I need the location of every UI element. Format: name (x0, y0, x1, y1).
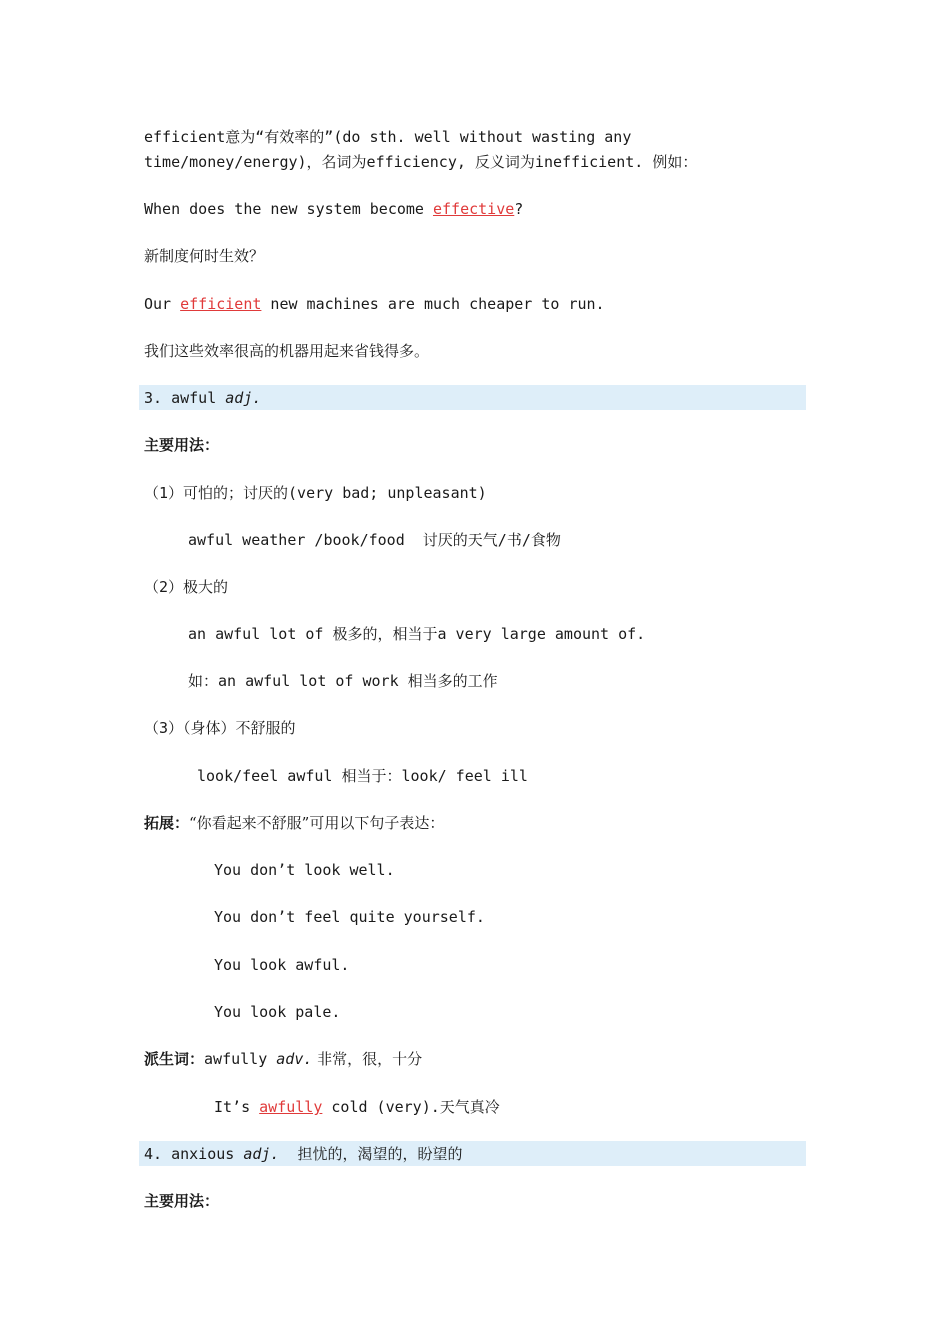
usage-item: （3）（身体）不舒服的 (144, 719, 296, 737)
extension-sentence: You look awful. (214, 956, 350, 974)
part-of-speech: adj. (243, 1145, 280, 1163)
sentence-text: new machines are much cheaper to run. (261, 295, 605, 313)
sentence-text: cold (very).天气真冷 (322, 1098, 500, 1116)
usage-label: 主要用法： (144, 1192, 220, 1210)
example-sentence (144, 294, 605, 314)
usage-example: awful weather /book/food 讨厌的天气/书/食物 (188, 531, 561, 549)
example-sentence (214, 1097, 500, 1117)
extension-line (144, 813, 444, 833)
paragraph-line: efficient意为“有效率的”(do sth. well without wasting any (144, 128, 632, 146)
derivative-word: awfully (204, 1050, 277, 1068)
part-of-speech: adj. (225, 389, 262, 407)
usage-item: （1）可怕的；讨厌的(very bad; unpleasant) (144, 484, 487, 502)
extension-sentence: You don’t feel quite yourself. (214, 908, 485, 926)
section-heading (144, 1144, 463, 1164)
derivative-label: 派生词： (144, 1050, 205, 1068)
section-heading (144, 388, 261, 408)
extension-sentence: You look pale. (214, 1003, 341, 1021)
usage-item: （2）极大的 (144, 578, 229, 596)
derivative-meaning: 非常，很，十分 (312, 1050, 423, 1068)
usage-example: look/feel awful 相当于：look/ feel ill (197, 767, 528, 785)
extension-text: “你看起来不舒服”可用以下句子表达： (189, 814, 445, 832)
example-sentence (144, 199, 523, 219)
usage-example: an awful lot of 极多的，相当于a very large amount of. (188, 625, 646, 643)
extension-label: 拓展： (144, 814, 190, 832)
derivative-line (144, 1049, 422, 1069)
sentence-text: It’s (214, 1098, 260, 1116)
heading-meaning: 担忧的，渴望的，盼望的 (279, 1145, 463, 1163)
highlighted-word: efficient (180, 295, 262, 313)
highlighted-word: effective (432, 200, 515, 218)
usage-example: 如：an awful lot of work 相当多的工作 (188, 672, 498, 690)
highlighted-word: awfully (259, 1098, 323, 1116)
example-translation: 新制度何时生效？ (144, 247, 265, 265)
sentence-text: When does the new system become (144, 200, 433, 218)
heading-word: 4. anxious (144, 1145, 244, 1163)
usage-label: 主要用法： (144, 436, 220, 454)
paragraph-line: time/money/energy)，名词为efficiency, 反义词为inefficient. 例如： (144, 153, 698, 171)
part-of-speech: adv. (276, 1050, 313, 1068)
heading-word: 3. awful (144, 389, 226, 407)
sentence-text: ? (514, 200, 524, 218)
example-translation: 我们这些效率很高的机器用起来省钱得多。 (144, 342, 430, 360)
sentence-text: Our (144, 295, 181, 313)
extension-sentence: You don’t look well. (214, 861, 395, 879)
